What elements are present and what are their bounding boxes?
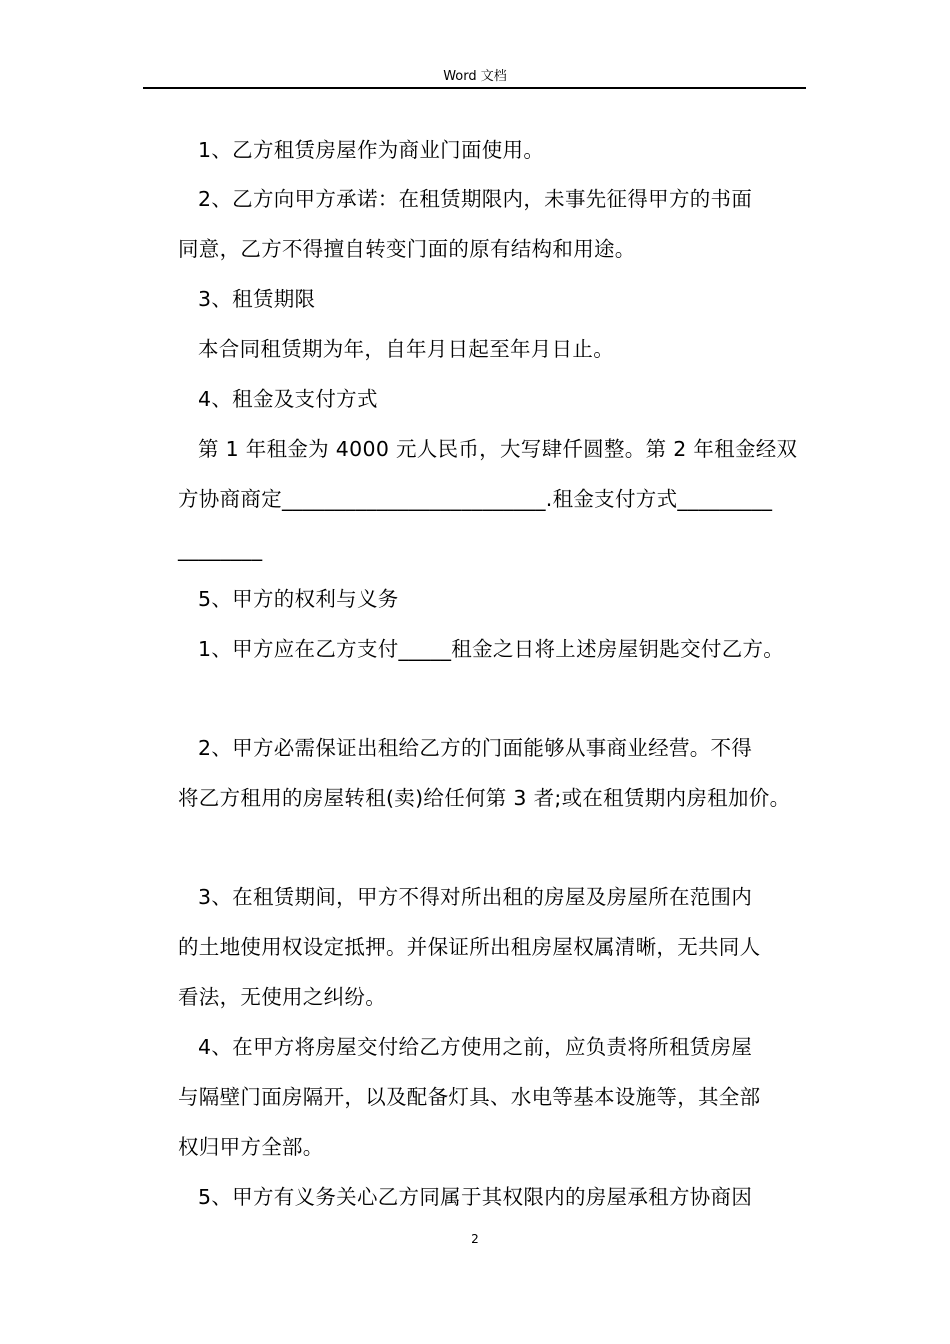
body-line: 2、乙方向甲方承诺：在租赁期限内，未事先征得甲方的书面 <box>198 187 753 211</box>
body-line: 1、乙方租赁房屋作为商业门面使用。 <box>198 138 545 162</box>
body-line: 同意，乙方不得擅自转变门面的原有结构和用途。 <box>178 237 636 261</box>
body-line: 5、甲方有义务关心乙方同属于其权限内的房屋承租方协商因 <box>198 1185 753 1209</box>
body-line: 4、租金及支付方式 <box>198 387 378 411</box>
body-line: 方协商商定_________________________.租金支付方式_________ <box>178 487 773 511</box>
body-line: 3、在租赁期间，甲方不得对所出租的房屋及房屋所在范围内 <box>198 885 753 909</box>
body-line: 权归甲方全部。 <box>178 1135 324 1159</box>
body-line: ________ <box>178 537 263 561</box>
body-line: 2、甲方必需保证出租给乙方的门面能够从事商业经营。不得 <box>198 736 753 760</box>
body-line: 将乙方租用的房屋转租(卖)给任何第 3 者;或在租赁期内房租加价。 <box>178 786 791 810</box>
body-line: 的土地使用权设定抵押。并保证所出租房屋权属清晰，无共同人 <box>178 935 761 959</box>
body-line: 看法，无使用之纠纷。 <box>178 985 386 1009</box>
body-line: 1、甲方应在乙方支付_____租金之日将上述房屋钥匙交付乙方。 <box>198 637 785 661</box>
body-line: 4、在甲方将房屋交付给乙方使用之前，应负责将所租赁房屋 <box>198 1035 753 1059</box>
header-title: Word 文档 <box>443 69 507 84</box>
body-line: 第 1 年租金为 4000 元人民币，大写肆仟圆整。第 2 年租金经双 <box>198 437 798 461</box>
body-line: 本合同租赁期为年，自年月日起至年月日止。 <box>198 337 614 361</box>
body-line: 3、租赁期限 <box>198 287 316 311</box>
body-line: 5、甲方的权利与义务 <box>198 587 399 611</box>
page-number: 2 <box>471 1232 479 1246</box>
body-line: 与隔壁门面房隔开，以及配备灯具、水电等基本设施等，其全部 <box>178 1085 761 1109</box>
header-divider <box>143 87 806 89</box>
